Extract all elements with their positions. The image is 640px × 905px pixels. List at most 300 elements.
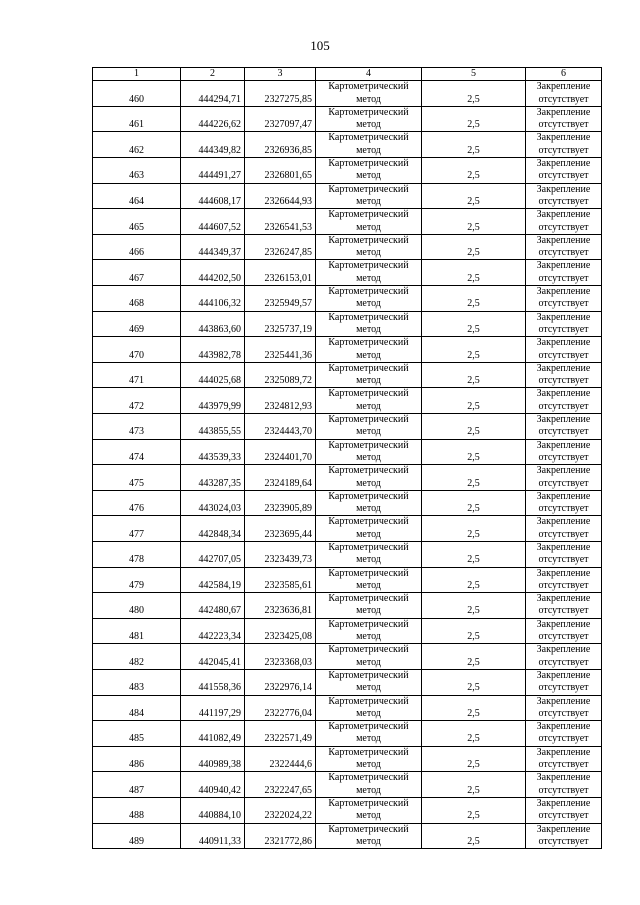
method-line: метод <box>356 477 381 489</box>
x-coordinate-cell: 443287,35 <box>181 465 245 491</box>
fixing-line: Закрепление <box>536 669 591 681</box>
point-number-cell: 476 <box>93 490 181 516</box>
accuracy-cell: 2,5 <box>422 541 526 567</box>
fixing-cell <box>526 183 602 209</box>
fixing-line: Закрепление <box>536 337 591 349</box>
method-cell <box>316 209 422 235</box>
table-row <box>93 567 602 593</box>
accuracy-cell: 2,5 <box>422 644 526 670</box>
fixing-line: отсутствует <box>538 682 589 694</box>
y-coordinate-cell: 2323368,03 <box>245 644 316 670</box>
table-row <box>93 669 602 695</box>
method-line: метод <box>356 323 381 335</box>
fixing-line: отсутствует <box>538 119 589 131</box>
method-line: метод <box>356 759 381 771</box>
method-line: метод <box>356 835 381 847</box>
accuracy-cell: 2,5 <box>422 669 526 695</box>
table-header-row <box>93 68 602 81</box>
method-line: Картометрический <box>328 721 409 733</box>
method-cell <box>316 286 422 312</box>
table-row <box>93 234 602 260</box>
fixing-cell <box>526 490 602 516</box>
x-coordinate-cell: 442223,34 <box>181 618 245 644</box>
accuracy-cell: 2,5 <box>422 414 526 440</box>
fixing-cell <box>526 644 602 670</box>
fixing-cell <box>526 695 602 721</box>
table-row <box>93 823 602 849</box>
x-coordinate-cell: 443024,03 <box>181 490 245 516</box>
fixing-cell <box>526 516 602 542</box>
method-line: метод <box>356 554 381 566</box>
fixing-line: Закрепление <box>536 414 591 426</box>
fixing-line: Закрепление <box>536 797 591 809</box>
method-line: метод <box>356 707 381 719</box>
point-number-cell: 487 <box>93 772 181 798</box>
method-line: Картометрический <box>328 516 409 528</box>
table-row <box>93 541 602 567</box>
fixing-line: Закрепление <box>536 516 591 528</box>
fixing-line: Закрепление <box>536 209 591 221</box>
accuracy-cell: 2,5 <box>422 465 526 491</box>
x-coordinate-cell: 444349,37 <box>181 234 245 260</box>
method-cell <box>316 618 422 644</box>
point-number-cell: 469 <box>93 311 181 337</box>
accuracy-cell: 2,5 <box>422 337 526 363</box>
method-line: Картометрический <box>328 746 409 758</box>
method-line: метод <box>356 810 381 822</box>
fixing-line: отсутствует <box>538 375 589 387</box>
fixing-line: Закрепление <box>536 132 591 144</box>
fixing-line: Закрепление <box>536 746 591 758</box>
fixing-line: отсутствует <box>538 144 589 156</box>
method-cell <box>316 465 422 491</box>
fixing-line: отсутствует <box>538 503 589 515</box>
method-line: Картометрический <box>328 593 409 605</box>
point-number-cell: 460 <box>93 81 181 107</box>
method-cell <box>316 669 422 695</box>
point-number-cell: 480 <box>93 593 181 619</box>
fixing-cell <box>526 669 602 695</box>
method-line: метод <box>356 247 381 259</box>
method-line: метод <box>356 272 381 284</box>
accuracy-cell: 2,5 <box>422 721 526 747</box>
point-number-cell: 462 <box>93 132 181 158</box>
point-number-cell: 470 <box>93 337 181 363</box>
fixing-cell <box>526 209 602 235</box>
fixing-line: Закрепление <box>536 823 591 835</box>
table-row <box>93 695 602 721</box>
method-line: Картометрический <box>328 490 409 502</box>
fixing-line: отсутствует <box>538 605 589 617</box>
fixing-cell <box>526 439 602 465</box>
method-line: Картометрический <box>328 567 409 579</box>
fixing-line: отсутствует <box>538 759 589 771</box>
x-coordinate-cell: 440989,38 <box>181 746 245 772</box>
method-line: метод <box>356 195 381 207</box>
x-coordinate-cell: 441197,29 <box>181 695 245 721</box>
fixing-cell <box>526 106 602 132</box>
accuracy-cell: 2,5 <box>422 286 526 312</box>
fixing-cell <box>526 593 602 619</box>
fixing-line: отсутствует <box>538 631 589 643</box>
fixing-line: отсутствует <box>538 810 589 822</box>
table-row <box>93 183 602 209</box>
method-line: метод <box>356 400 381 412</box>
fixing-line: Закрепление <box>536 183 591 195</box>
accuracy-cell: 2,5 <box>422 490 526 516</box>
method-line: метод <box>356 298 381 310</box>
method-cell <box>316 311 422 337</box>
accuracy-cell: 2,5 <box>422 158 526 184</box>
point-number-cell: 477 <box>93 516 181 542</box>
method-cell <box>316 362 422 388</box>
x-coordinate-cell: 441558,36 <box>181 669 245 695</box>
x-coordinate-cell: 444491,27 <box>181 158 245 184</box>
method-line: метод <box>356 426 381 438</box>
accuracy-cell: 2,5 <box>422 234 526 260</box>
table-body <box>93 68 602 849</box>
method-line: метод <box>356 656 381 668</box>
y-coordinate-cell: 2326247,85 <box>245 234 316 260</box>
accuracy-cell: 2,5 <box>422 746 526 772</box>
y-coordinate-cell: 2322247,65 <box>245 772 316 798</box>
x-coordinate-cell: 444202,50 <box>181 260 245 286</box>
table-row <box>93 797 602 823</box>
fixing-line: Закрепление <box>536 541 591 553</box>
y-coordinate-cell: 2326153,01 <box>245 260 316 286</box>
accuracy-cell: 2,5 <box>422 618 526 644</box>
fixing-line: Закрепление <box>536 106 591 118</box>
column-header: 6 <box>526 68 602 81</box>
method-line: метод <box>356 375 381 387</box>
y-coordinate-cell: 2321772,86 <box>245 823 316 849</box>
method-cell <box>316 567 422 593</box>
method-cell <box>316 644 422 670</box>
fixing-line: Закрепление <box>536 567 591 579</box>
method-cell <box>316 260 422 286</box>
point-number-cell: 483 <box>93 669 181 695</box>
method-line: метод <box>356 93 381 105</box>
method-line: Картометрический <box>328 439 409 451</box>
table-row <box>93 772 602 798</box>
accuracy-cell: 2,5 <box>422 823 526 849</box>
fixing-line: Закрепление <box>536 772 591 784</box>
x-coordinate-cell: 442584,19 <box>181 567 245 593</box>
x-coordinate-cell: 442045,41 <box>181 644 245 670</box>
y-coordinate-cell: 2323425,08 <box>245 618 316 644</box>
method-line: метод <box>356 733 381 745</box>
x-coordinate-cell: 440884,10 <box>181 797 245 823</box>
column-header: 4 <box>316 68 422 81</box>
y-coordinate-cell: 2322024,22 <box>245 797 316 823</box>
point-number-cell: 486 <box>93 746 181 772</box>
fixing-line: Закрепление <box>536 158 591 170</box>
method-line: Картометрический <box>328 209 409 221</box>
table-row <box>93 132 602 158</box>
method-line: Картометрический <box>328 362 409 374</box>
method-line: метод <box>356 170 381 182</box>
x-coordinate-cell: 444607,52 <box>181 209 245 235</box>
point-number-cell: 489 <box>93 823 181 849</box>
method-line: Картометрический <box>328 618 409 630</box>
fixing-line: отсутствует <box>538 477 589 489</box>
fixing-line: Закрепление <box>536 465 591 477</box>
coordinates-table <box>92 67 602 849</box>
fixing-cell <box>526 234 602 260</box>
column-header: 1 <box>93 68 181 81</box>
point-number-cell: 464 <box>93 183 181 209</box>
table-row <box>93 260 602 286</box>
y-coordinate-cell: 2323636,81 <box>245 593 316 619</box>
column-header: 5 <box>422 68 526 81</box>
fixing-cell <box>526 823 602 849</box>
fixing-line: отсутствует <box>538 298 589 310</box>
method-cell <box>316 746 422 772</box>
table-row <box>93 465 602 491</box>
table-row <box>93 362 602 388</box>
point-number-cell: 471 <box>93 362 181 388</box>
accuracy-cell: 2,5 <box>422 311 526 337</box>
point-number-cell: 463 <box>93 158 181 184</box>
method-cell <box>316 593 422 619</box>
y-coordinate-cell: 2322776,04 <box>245 695 316 721</box>
x-coordinate-cell: 444294,71 <box>181 81 245 107</box>
method-cell <box>316 439 422 465</box>
y-coordinate-cell: 2322976,14 <box>245 669 316 695</box>
fixing-line: отсутствует <box>538 784 589 796</box>
table-row <box>93 337 602 363</box>
method-line: Картометрический <box>328 414 409 426</box>
method-cell <box>316 183 422 209</box>
y-coordinate-cell: 2323905,89 <box>245 490 316 516</box>
accuracy-cell: 2,5 <box>422 593 526 619</box>
method-line: Картометрический <box>328 234 409 246</box>
x-coordinate-cell: 441082,49 <box>181 721 245 747</box>
fixing-line: отсутствует <box>538 835 589 847</box>
table-row <box>93 618 602 644</box>
method-cell <box>316 414 422 440</box>
accuracy-cell: 2,5 <box>422 695 526 721</box>
method-cell <box>316 516 422 542</box>
fixing-line: Закрепление <box>536 618 591 630</box>
table-row <box>93 414 602 440</box>
method-line: метод <box>356 631 381 643</box>
fixing-line: отсутствует <box>538 426 589 438</box>
method-line: Картометрический <box>328 797 409 809</box>
fixing-cell <box>526 567 602 593</box>
x-coordinate-cell: 443539,33 <box>181 439 245 465</box>
fixing-line: отсутствует <box>538 221 589 233</box>
y-coordinate-cell: 2325737,19 <box>245 311 316 337</box>
method-cell <box>316 772 422 798</box>
fixing-line: отсутствует <box>538 195 589 207</box>
fixing-cell <box>526 286 602 312</box>
point-number-cell: 478 <box>93 541 181 567</box>
column-header: 3 <box>245 68 316 81</box>
x-coordinate-cell: 443982,78 <box>181 337 245 363</box>
x-coordinate-cell: 443855,55 <box>181 414 245 440</box>
fixing-cell <box>526 81 602 107</box>
method-line: Картометрический <box>328 388 409 400</box>
page-number: 105 <box>310 38 330 53</box>
y-coordinate-cell: 2324443,70 <box>245 414 316 440</box>
point-number-cell: 468 <box>93 286 181 312</box>
point-number-cell: 465 <box>93 209 181 235</box>
point-number-cell: 461 <box>93 106 181 132</box>
method-cell <box>316 721 422 747</box>
method-line: метод <box>356 451 381 463</box>
fixing-line: отсутствует <box>538 349 589 361</box>
fixing-cell <box>526 337 602 363</box>
table-row <box>93 106 602 132</box>
table-row <box>93 388 602 414</box>
accuracy-cell: 2,5 <box>422 516 526 542</box>
method-cell <box>316 490 422 516</box>
y-coordinate-cell: 2326936,85 <box>245 132 316 158</box>
table-row <box>93 158 602 184</box>
table-row <box>93 490 602 516</box>
fixing-line: Закрепление <box>536 362 591 374</box>
method-line: Картометрический <box>328 644 409 656</box>
fixing-cell <box>526 541 602 567</box>
point-number-cell: 475 <box>93 465 181 491</box>
method-line: Картометрический <box>328 337 409 349</box>
method-line: Картометрический <box>328 541 409 553</box>
table-row <box>93 644 602 670</box>
point-number-cell: 474 <box>93 439 181 465</box>
accuracy-cell: 2,5 <box>422 772 526 798</box>
point-number-cell: 484 <box>93 695 181 721</box>
accuracy-cell: 2,5 <box>422 797 526 823</box>
fixing-line: отсутствует <box>538 554 589 566</box>
method-line: Картометрический <box>328 183 409 195</box>
fixing-cell <box>526 414 602 440</box>
fixing-line: Закрепление <box>536 234 591 246</box>
method-line: Картометрический <box>328 260 409 272</box>
accuracy-cell: 2,5 <box>422 81 526 107</box>
method-cell <box>316 823 422 849</box>
table-row <box>93 311 602 337</box>
method-line: метод <box>356 528 381 540</box>
x-coordinate-cell: 443979,99 <box>181 388 245 414</box>
method-line: метод <box>356 784 381 796</box>
fixing-cell <box>526 746 602 772</box>
x-coordinate-cell: 444106,32 <box>181 286 245 312</box>
fixing-line: отсутствует <box>538 733 589 745</box>
y-coordinate-cell: 2323695,44 <box>245 516 316 542</box>
fixing-cell <box>526 465 602 491</box>
method-line: метод <box>356 503 381 515</box>
y-coordinate-cell: 2324189,64 <box>245 465 316 491</box>
method-line: метод <box>356 119 381 131</box>
fixing-line: Закрепление <box>536 439 591 451</box>
point-number-cell: 488 <box>93 797 181 823</box>
method-line: метод <box>356 221 381 233</box>
method-cell <box>316 797 422 823</box>
table-row <box>93 746 602 772</box>
y-coordinate-cell: 2326644,93 <box>245 183 316 209</box>
accuracy-cell: 2,5 <box>422 362 526 388</box>
fixing-cell <box>526 772 602 798</box>
fixing-cell <box>526 618 602 644</box>
accuracy-cell: 2,5 <box>422 106 526 132</box>
fixing-line: отсутствует <box>538 528 589 540</box>
accuracy-cell: 2,5 <box>422 439 526 465</box>
table-row <box>93 516 602 542</box>
method-line: Картометрический <box>328 106 409 118</box>
y-coordinate-cell: 2324812,93 <box>245 388 316 414</box>
fixing-line: Закрепление <box>536 644 591 656</box>
column-header: 2 <box>181 68 245 81</box>
method-cell <box>316 158 422 184</box>
method-line: Картометрический <box>328 286 409 298</box>
y-coordinate-cell: 2322444,6 <box>245 746 316 772</box>
fixing-line: отсутствует <box>538 247 589 259</box>
fixing-line: Закрепление <box>536 721 591 733</box>
method-cell <box>316 234 422 260</box>
y-coordinate-cell: 2326801,65 <box>245 158 316 184</box>
fixing-cell <box>526 721 602 747</box>
y-coordinate-cell: 2322571,49 <box>245 721 316 747</box>
method-line: Картометрический <box>328 669 409 681</box>
y-coordinate-cell: 2325949,57 <box>245 286 316 312</box>
fixing-cell <box>526 362 602 388</box>
fixing-line: отсутствует <box>538 272 589 284</box>
method-line: Картометрический <box>328 311 409 323</box>
x-coordinate-cell: 443863,60 <box>181 311 245 337</box>
point-number-cell: 467 <box>93 260 181 286</box>
y-coordinate-cell: 2327275,85 <box>245 81 316 107</box>
method-line: метод <box>356 349 381 361</box>
method-cell <box>316 106 422 132</box>
x-coordinate-cell: 444025,68 <box>181 362 245 388</box>
point-number-cell: 466 <box>93 234 181 260</box>
x-coordinate-cell: 444608,17 <box>181 183 245 209</box>
y-coordinate-cell: 2323585,61 <box>245 567 316 593</box>
point-number-cell: 479 <box>93 567 181 593</box>
method-line: метод <box>356 682 381 694</box>
point-number-cell: 482 <box>93 644 181 670</box>
method-cell <box>316 337 422 363</box>
method-line: метод <box>356 144 381 156</box>
method-line: Картометрический <box>328 132 409 144</box>
method-cell <box>316 132 422 158</box>
method-line: Картометрический <box>328 465 409 477</box>
fixing-line: отсутствует <box>538 400 589 412</box>
fixing-line: отсутствует <box>538 579 589 591</box>
x-coordinate-cell: 440940,42 <box>181 772 245 798</box>
method-line: Картометрический <box>328 823 409 835</box>
fixing-cell <box>526 311 602 337</box>
point-number-cell: 481 <box>93 618 181 644</box>
accuracy-cell: 2,5 <box>422 183 526 209</box>
fixing-line: Закрепление <box>536 81 591 93</box>
fixing-cell <box>526 388 602 414</box>
point-number-cell: 485 <box>93 721 181 747</box>
table-row <box>93 439 602 465</box>
x-coordinate-cell: 444349,82 <box>181 132 245 158</box>
fixing-line: отсутствует <box>538 656 589 668</box>
fixing-line: Закрепление <box>536 311 591 323</box>
method-cell <box>316 541 422 567</box>
x-coordinate-cell: 440911,33 <box>181 823 245 849</box>
x-coordinate-cell: 442848,34 <box>181 516 245 542</box>
fixing-line: отсутствует <box>538 170 589 182</box>
table-row <box>93 81 602 107</box>
x-coordinate-cell: 442707,05 <box>181 541 245 567</box>
method-line: метод <box>356 579 381 591</box>
table-row <box>93 209 602 235</box>
